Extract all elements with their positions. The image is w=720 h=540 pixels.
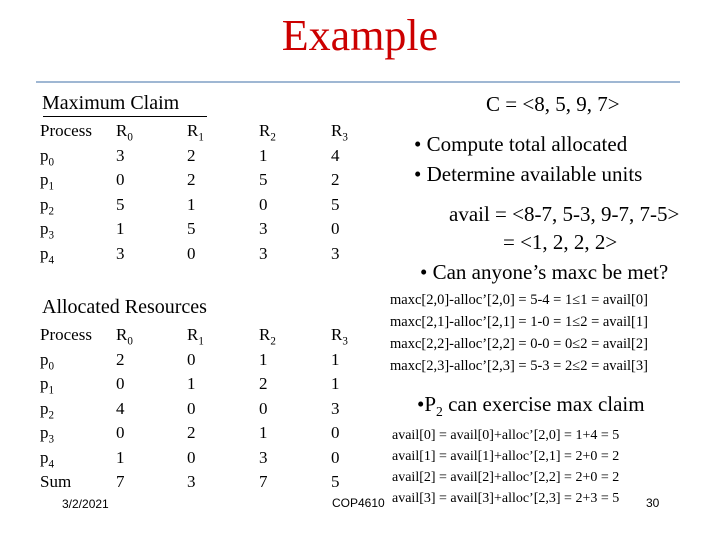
value-cell: 0 — [331, 447, 340, 467]
col-header: $R_2$ — [259, 325, 276, 348]
col-header: $R_0$ — [116, 121, 133, 144]
p2-claim-statement: $•P_2$ can exercise max claim — [417, 392, 645, 420]
footer-page-number: 30 — [646, 496, 660, 510]
value-cell: 1 — [259, 349, 268, 369]
col-header: $R_1$ — [187, 325, 204, 348]
max-claim-col-r1 — [187, 119, 204, 266]
footer-course: COP4610 — [332, 496, 385, 510]
max-claim-col-r3 — [331, 119, 348, 266]
process-cell: $p_0$ — [40, 145, 55, 168]
value-cell: 2 — [116, 349, 125, 369]
max-claim-table — [40, 119, 360, 269]
bullet-compute-total: • Compute total allocated — [414, 132, 628, 156]
process-cell: $p_4$ — [40, 243, 55, 266]
value-cell: 2 — [187, 170, 196, 189]
value-cell: 2 — [259, 374, 268, 393]
value-cell: 1 — [187, 374, 196, 393]
sum-cell: 3 — [187, 472, 196, 491]
sum-cell: 7 — [259, 472, 268, 491]
sum-cell: 7 — [116, 472, 125, 491]
allocated-col-r0 — [116, 323, 133, 495]
value-cell: 0 — [331, 423, 340, 442]
max-claim-col-process — [40, 119, 92, 266]
value-cell: 0 — [187, 243, 196, 263]
value-cell: 0 — [116, 170, 125, 189]
value-cell: 0 — [259, 194, 268, 214]
process-cell: $p_3$ — [40, 219, 55, 242]
col-header: Process — [40, 121, 92, 140]
maxc-line: maxc[2,0]-alloc’[2,0] = 5-4 = 1≤1 = avail[0] — [390, 292, 648, 308]
value-cell: 1 — [116, 447, 125, 467]
avail-result: = <1, 2, 2, 2> — [503, 230, 618, 254]
allocated-col-r2 — [259, 323, 276, 495]
process-cell: $p_0$ — [40, 349, 55, 372]
process-cell: $p_3$ — [40, 423, 55, 446]
avail-update-line: avail[3] = avail[3]+alloc’[2,3] = 2+3 = 5 — [392, 491, 620, 506]
value-cell: 3 — [116, 145, 125, 165]
maxc-question: • Can anyone’s maxc be met? — [420, 260, 669, 284]
value-cell: 0 — [116, 423, 125, 442]
maxc-line: maxc[2,3]-alloc’[2,3] = 5-3 = 2≤2 = avail[3] — [390, 358, 648, 374]
maxc-line: maxc[2,1]-alloc’[2,1] = 1-0 = 1≤2 = avail[1] — [390, 314, 648, 330]
col-header: $R_3$ — [331, 121, 348, 144]
value-cell: 4 — [331, 145, 340, 165]
value-cell: 0 — [331, 219, 340, 238]
value-cell: 0 — [187, 398, 196, 418]
col-header: $R_2$ — [259, 121, 276, 144]
allocated-col-r3 — [331, 323, 348, 495]
bullet-determine-available: • Determine available units — [414, 162, 643, 186]
value-cell: 5 — [259, 170, 268, 189]
value-cell: 2 — [187, 423, 196, 442]
process-cell: $p_2$ — [40, 398, 55, 421]
value-cell: 1 — [116, 219, 125, 238]
value-cell: 0 — [116, 374, 125, 393]
value-cell: 3 — [259, 243, 268, 263]
sum-label: Sum — [40, 472, 72, 491]
avail-update-line: avail[1] = avail[1]+alloc’[2,1] = 2+0 = 2 — [392, 449, 620, 464]
value-cell: 5 — [116, 194, 125, 214]
col-header: $R_3$ — [331, 325, 348, 348]
value-cell: 2 — [187, 145, 196, 165]
max-claim-heading: Maximum Claim — [42, 92, 180, 114]
col-header: $R_1$ — [187, 121, 204, 144]
process-cell: $p_2$ — [40, 194, 55, 217]
max-claim-underline — [43, 116, 207, 117]
allocated-col-r1 — [187, 323, 204, 495]
value-cell: 1 — [187, 194, 196, 214]
value-cell: 1 — [259, 145, 268, 165]
value-cell: 0 — [259, 398, 268, 418]
slide-title: Example — [281, 11, 439, 60]
value-cell: 3 — [116, 243, 125, 263]
value-cell: 1 — [331, 374, 340, 393]
avail-update-line: avail[2] = avail[2]+alloc’[2,2] = 2+0 = 2 — [392, 470, 620, 485]
value-cell: 3 — [259, 219, 268, 238]
avail-update-line: avail[0] = avail[0]+alloc’[2,0] = 1+4 = 5 — [392, 428, 620, 443]
allocated-heading: Allocated Resources — [42, 296, 207, 318]
value-cell: 4 — [116, 398, 125, 418]
value-cell: 5 — [187, 219, 196, 238]
value-cell: 5 — [331, 194, 340, 214]
col-header: $R_0$ — [116, 325, 133, 348]
col-header: Process — [40, 325, 92, 344]
value-cell: 0 — [187, 349, 196, 369]
title-divider — [36, 81, 680, 83]
allocated-col-process — [40, 323, 92, 495]
value-cell: 0 — [187, 447, 196, 467]
value-cell: 3 — [331, 243, 340, 263]
avail-computation: avail = <8-7, 5-3, 9-7, 7-5> — [449, 202, 680, 226]
c-vector: C = <8, 5, 9, 7> — [486, 92, 620, 116]
value-cell: 1 — [259, 423, 268, 442]
value-cell: 2 — [331, 170, 340, 189]
maxc-line: maxc[2,2]-alloc’[2,2] = 0-0 = 0≤2 = avail[2] — [390, 336, 648, 352]
sum-cell: 5 — [331, 472, 340, 491]
allocated-table — [40, 323, 360, 493]
max-claim-col-r2 — [259, 119, 276, 266]
footer-date: 3/2/2021 — [62, 497, 109, 511]
max-claim-col-r0 — [116, 119, 133, 266]
process-cell: $p_1$ — [40, 374, 55, 397]
process-cell: $p_1$ — [40, 170, 55, 193]
value-cell: 3 — [331, 398, 340, 418]
value-cell: 1 — [331, 349, 340, 369]
process-cell: $p_4$ — [40, 447, 55, 470]
value-cell: 3 — [259, 447, 268, 467]
